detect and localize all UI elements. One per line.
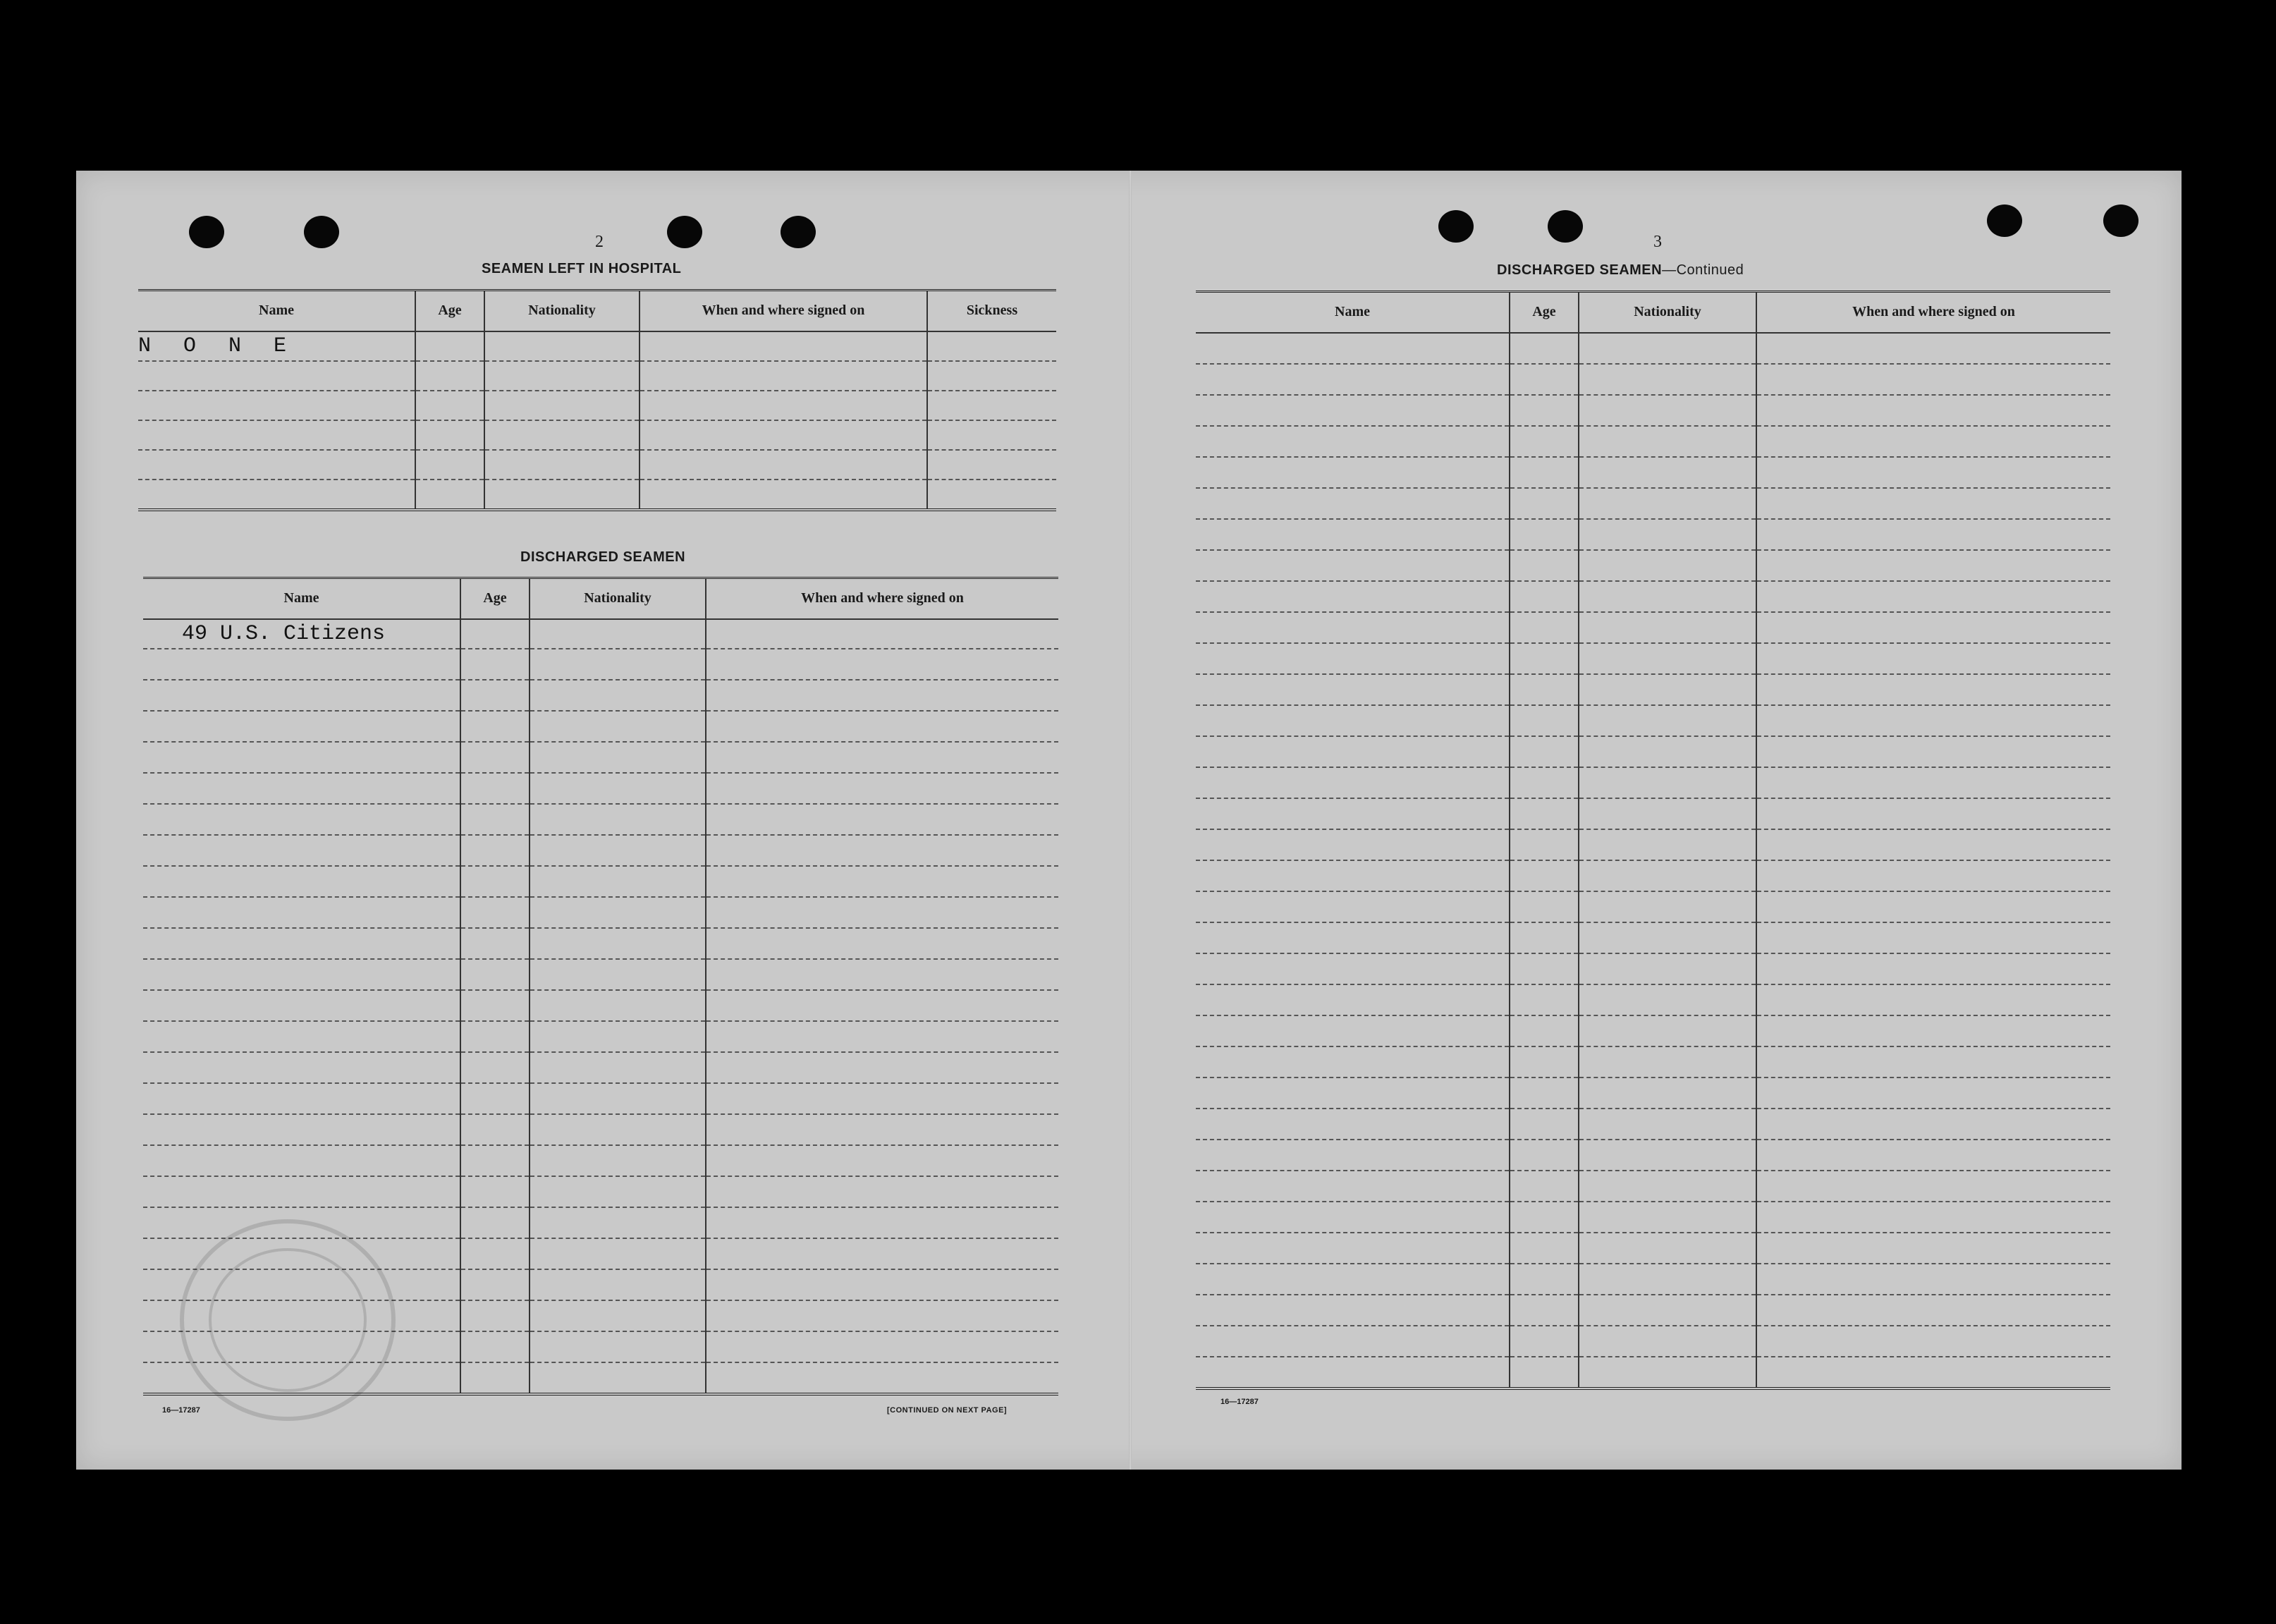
- ledger-sheet: [76, 171, 2182, 1470]
- table-row: [1196, 1357, 2110, 1388]
- table-row: [1196, 1140, 2110, 1171]
- left-page: [76, 171, 1130, 1470]
- table-row: [1196, 1326, 2110, 1357]
- punch-hole: [304, 216, 339, 248]
- table-row: [1196, 922, 2110, 953]
- table-row: [1196, 953, 2110, 984]
- table-row: [1196, 674, 2110, 705]
- table-row: [1196, 457, 2110, 488]
- form-number: 16—17287: [162, 1406, 200, 1415]
- column-header-signed-on: When and where signed on: [1756, 292, 2110, 333]
- hospital-table: [138, 289, 1056, 511]
- column-header-sickness: Sickness: [927, 291, 1056, 331]
- table-row: [143, 1021, 1058, 1052]
- table-row: [1196, 1233, 2110, 1264]
- discharged-continued-title: DISCHARGED SEAMEN—Continued: [1497, 262, 1744, 278]
- table-row: [143, 1052, 1058, 1083]
- column-header-nationality: Nationality: [530, 578, 706, 619]
- table-row: [143, 619, 1058, 649]
- table-row: [1196, 643, 2110, 674]
- table-row: [143, 680, 1058, 711]
- punch-hole: [1987, 204, 2022, 237]
- table-row: [143, 804, 1058, 835]
- column-header-age: Age: [1510, 292, 1579, 333]
- table-row: [1196, 1109, 2110, 1140]
- table-row: [143, 1083, 1058, 1114]
- table-row: [1196, 519, 2110, 550]
- discharged-section-title: DISCHARGED SEAMEN: [520, 549, 686, 565]
- table-row: [143, 711, 1058, 742]
- column-header-age: Age: [460, 578, 530, 619]
- table-row: [1196, 1171, 2110, 1202]
- table-row: [138, 480, 1056, 510]
- page-number: 3: [1653, 233, 1662, 251]
- table-row: [1196, 333, 2110, 364]
- table-row: [1196, 767, 2110, 798]
- table-row: [1196, 705, 2110, 736]
- column-header-signed-on: When and where signed on: [706, 578, 1058, 619]
- page-number: 2: [595, 233, 604, 251]
- table-row: [1196, 984, 2110, 1015]
- table-row: [138, 361, 1056, 391]
- form-number: 16—17287: [1220, 1398, 1259, 1406]
- table-row: [1196, 736, 2110, 767]
- table-row: [1196, 829, 2110, 860]
- table-row: [138, 420, 1056, 450]
- discharged-entry: 49 U.S. Citizens: [143, 619, 460, 649]
- table-row: [1196, 1077, 2110, 1109]
- table-row: [1196, 364, 2110, 395]
- column-header-name: Name: [1196, 292, 1510, 333]
- table-row: [1196, 581, 2110, 612]
- table-row: [143, 649, 1058, 680]
- table-row: [1196, 488, 2110, 519]
- column-header-age: Age: [415, 291, 484, 331]
- table-row: [138, 331, 1056, 361]
- table-row: [143, 866, 1058, 897]
- table-row: [1196, 860, 2110, 891]
- table-row: [1196, 1015, 2110, 1046]
- table-row: [143, 928, 1058, 959]
- continued-note: [CONTINUED ON NEXT PAGE]: [887, 1406, 1008, 1415]
- table-row: [1196, 1295, 2110, 1326]
- punch-hole: [781, 216, 816, 248]
- punch-hole: [667, 216, 702, 248]
- table-row: [1196, 612, 2110, 643]
- hospital-entry: N O N E: [138, 331, 415, 361]
- punch-hole: [189, 216, 224, 248]
- column-header-signed-on: When and where signed on: [640, 291, 927, 331]
- table-row: [1196, 1202, 2110, 1233]
- table-row: [143, 835, 1058, 866]
- faded-stamp-mark: [161, 1200, 415, 1440]
- table-row: [1196, 426, 2110, 457]
- table-row: [138, 391, 1056, 420]
- table-row: [1196, 395, 2110, 426]
- punch-hole: [1548, 210, 1583, 243]
- table-row: [143, 742, 1058, 773]
- column-header-nationality: Nationality: [484, 291, 640, 331]
- table-row: [1196, 1264, 2110, 1295]
- table-row: [143, 1145, 1058, 1176]
- table-row: [143, 990, 1058, 1021]
- table-row: [1196, 798, 2110, 829]
- table-row: [143, 1114, 1058, 1145]
- column-header-nationality: Nationality: [1579, 292, 1756, 333]
- right-page: [1130, 171, 2182, 1470]
- table-row: [138, 450, 1056, 480]
- table-row: [1196, 550, 2110, 581]
- table-row: [1196, 891, 2110, 922]
- table-row: [143, 773, 1058, 804]
- discharged-continued-table: [1196, 291, 2110, 1390]
- table-row: [143, 959, 1058, 990]
- table-row: [143, 897, 1058, 928]
- column-header-name: Name: [143, 578, 460, 619]
- hospital-section-title: SEAMEN LEFT IN HOSPITAL: [482, 261, 682, 276]
- punch-hole: [1438, 210, 1474, 243]
- column-header-name: Name: [138, 291, 415, 331]
- punch-hole: [2103, 204, 2139, 237]
- table-row: [1196, 1046, 2110, 1077]
